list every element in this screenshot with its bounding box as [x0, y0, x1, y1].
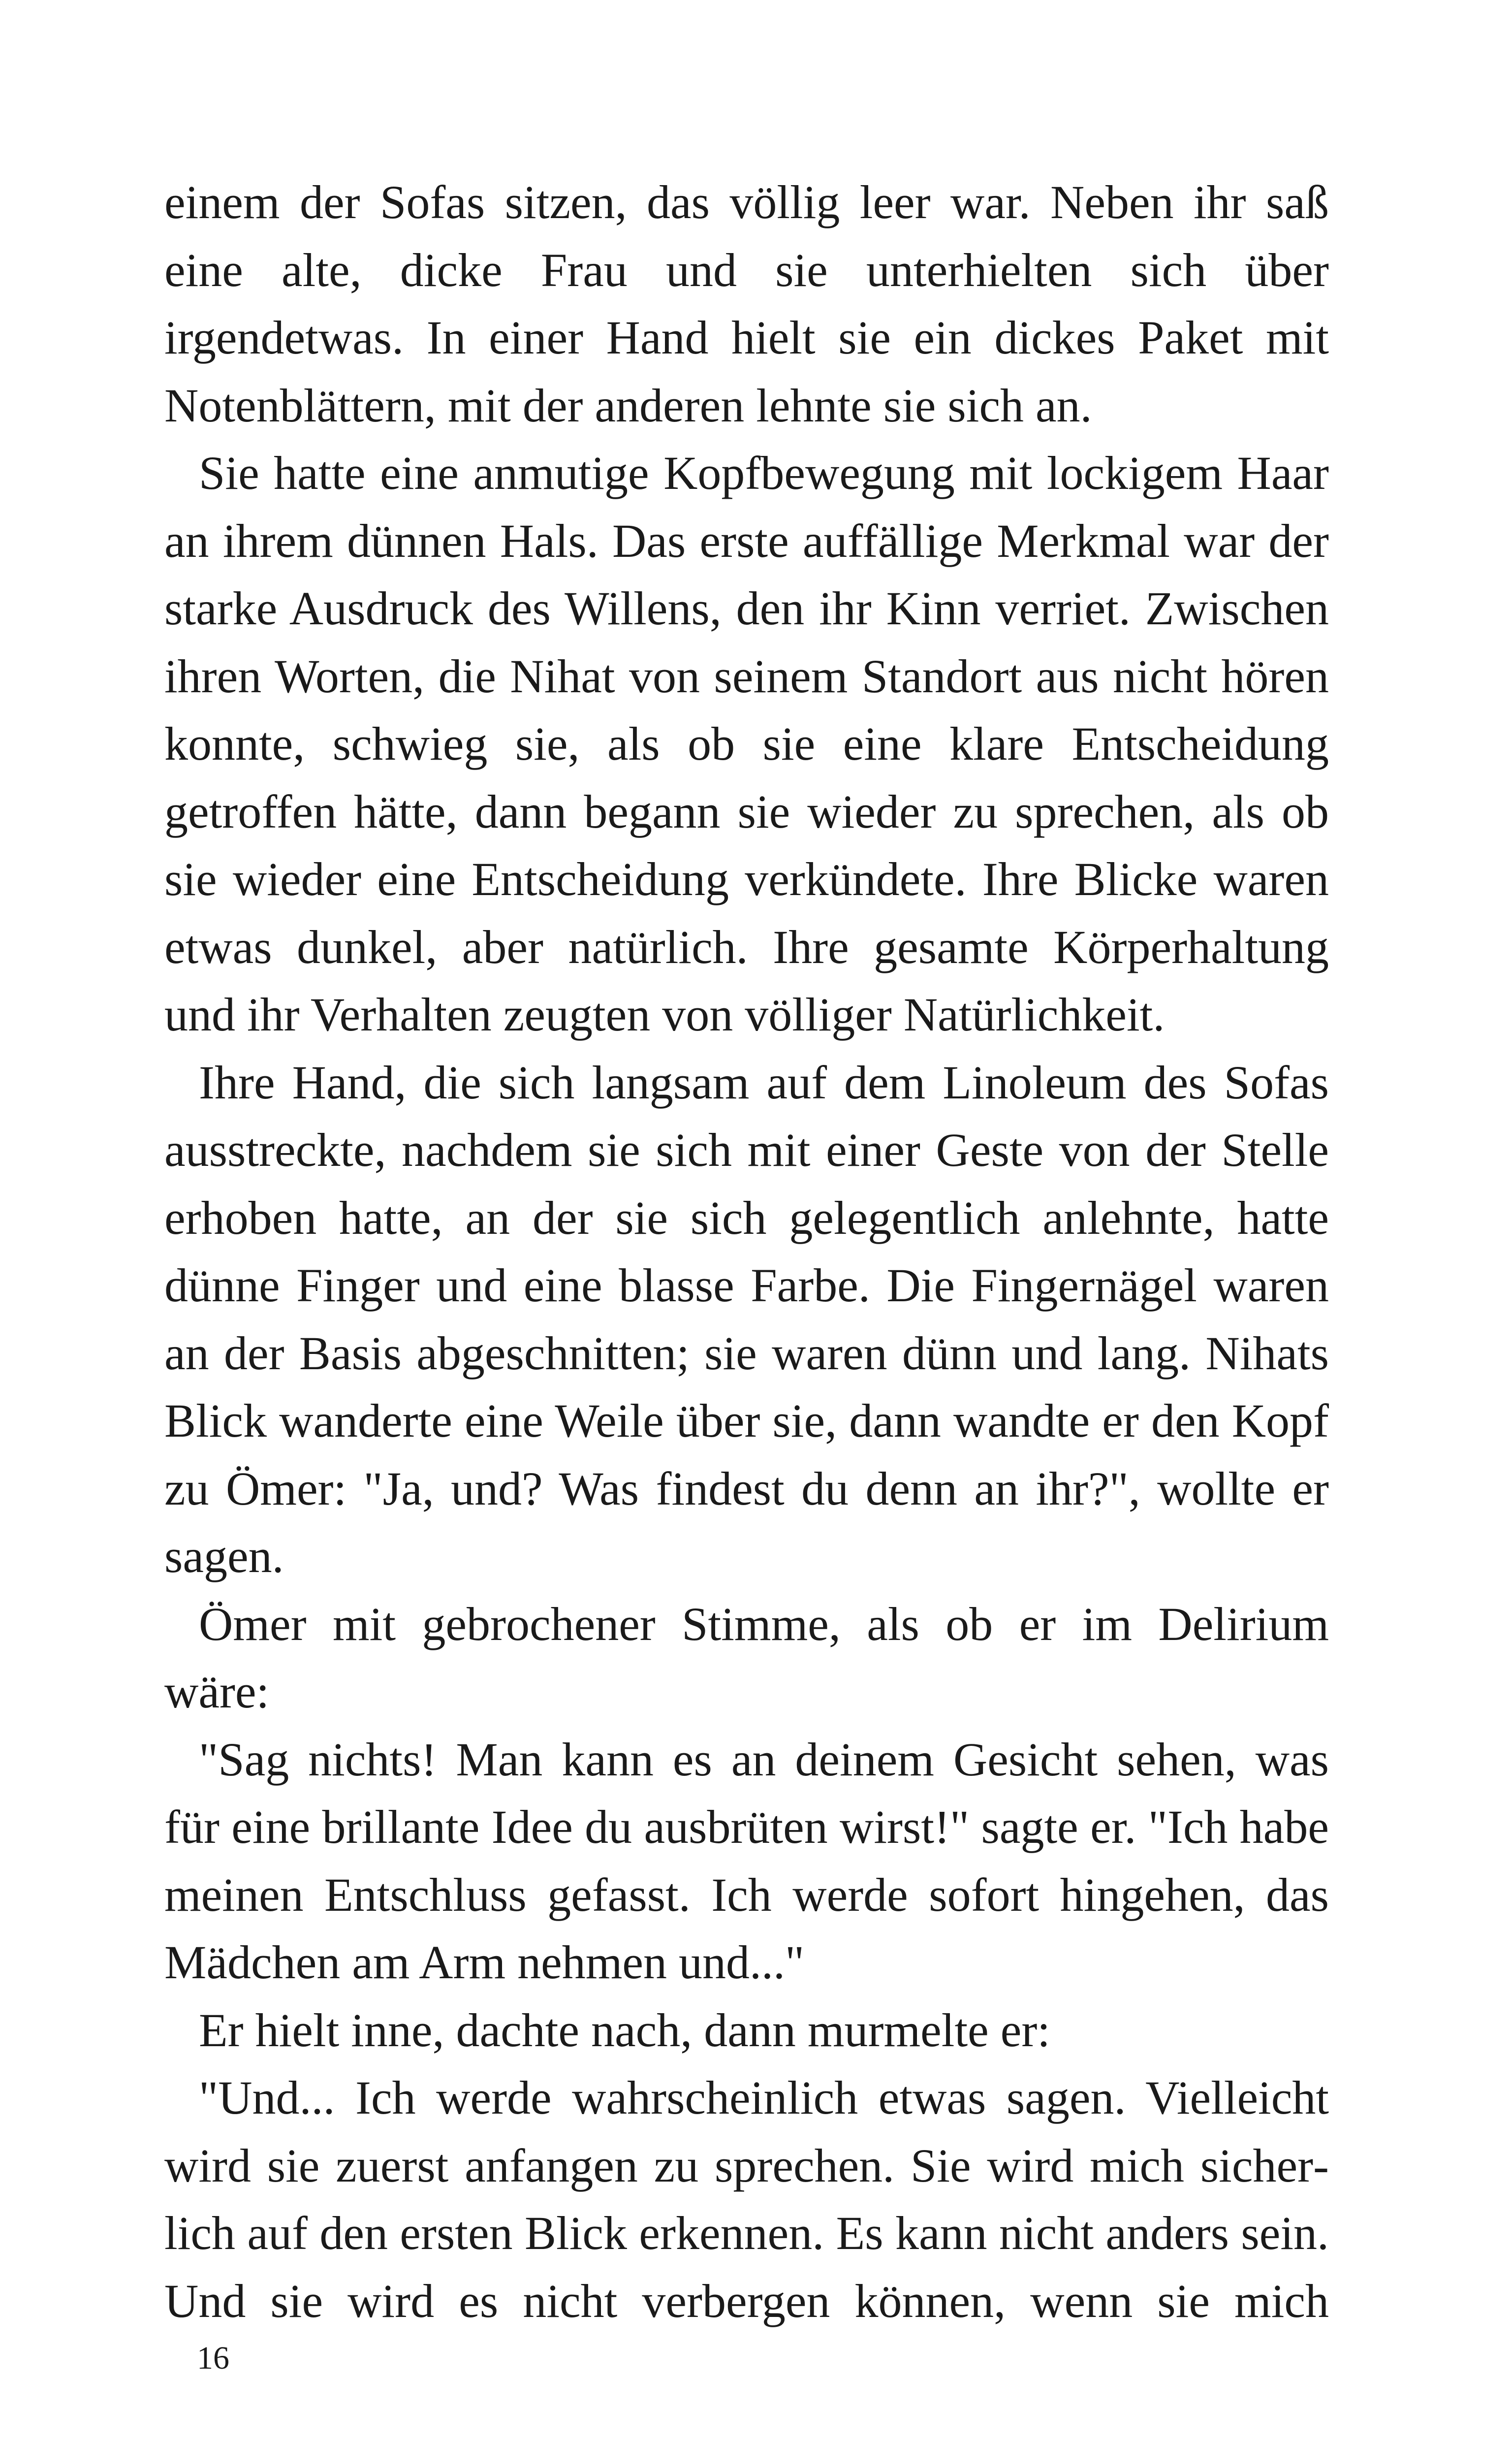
paragraph-7: "Und... Ich werde wahrscheinlich etwas sagen. Vielleicht wird sie zuerst anfangen zu sprechen. Sie wird mich sicherlich auf den ersten Blick erkennen. Es kann nicht anders sein. Und sie wird es nicht verbergen können, wenn sie mich	[164, 2071, 1329, 2327]
paragraph-3: Ihre Hand, die sich langsam auf dem Linoleum des Sofas ausstreckte, nachdem sie sich mit einer Geste von der Stelle erhoben hatte, an der sie sich gelegentlich anlehnte, hatte dünne Finger und eine blasse Farbe. Die Fingernägel waren an der Basis abgeschnitten; sie waren dünn und lang. Nihats Blick wanderte eine Weile über sie, dann wandte er den Kopf zu Ömer: "Ja, und? Was findest du denn an ihr?", wollte er sagen.	[164, 1056, 1329, 1582]
page-number: 16	[197, 2340, 229, 2376]
body-text	[164, 168, 1329, 2335]
paragraph-1: einem der Sofas sitzen, das völlig leer war. Neben ihr saß eine alte, dicke Frau und sie unterhielten sich über irgendetwas. In einer Hand hielt sie ein dickes Paket mit Notenblättern, mit der anderen lehnte sie sich an.	[164, 176, 1329, 432]
paragraph-5: "Sag nichts! Man kann es an deinem Gesicht sehen, was für eine brillante Idee du ausbrüten wirst!" sagte er. "Ich habe meinen Entschluss gefasst. Ich werde sofort hingehen, das Mädchen am Arm nehmen und..."	[164, 1733, 1329, 1989]
paragraph-6: Er hielt inne, dachte nach, dann murmelte er:	[199, 2003, 1050, 2057]
paragraph-2: Sie hatte eine anmutige Kopfbewegung mit lockigem Haar an ihrem dünnen Hals. Das erste auffällige Merkmal war der starke Ausdruck des Willens, den ihr Kinn verriet. Zwischen ihren Worten, die Nihat von seinem Standort aus nicht hören konnte, schwieg sie, als ob sie eine klare Entscheidung getroffen hätte, dann begann sie wieder zu sprechen, als ob sie wieder eine Entscheidung verkündete. Ihre Blicke waren etwas dunkel, aber natürlich. Ihre gesamte Körperhaltung und ihr Verhalten zeugten von völliger Natürlichkeit.	[164, 447, 1329, 1041]
paragraph-4: Ömer mit gebrochener Stimme, als ob er im Delirium wäre:	[164, 1597, 1329, 1718]
